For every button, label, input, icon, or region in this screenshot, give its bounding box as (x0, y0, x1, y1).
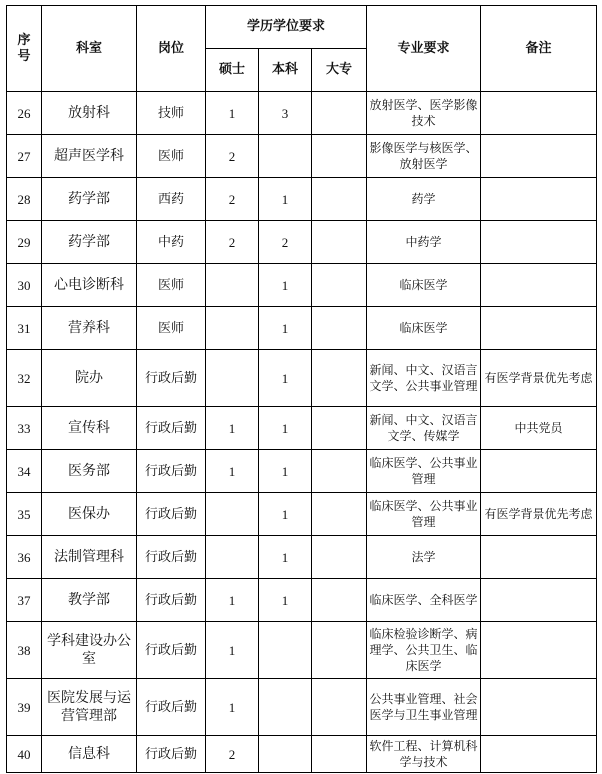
cell-no: 37 (7, 579, 42, 622)
cell-bachelor (259, 135, 312, 178)
cell-major: 放射医学、医学影像技术 (367, 92, 481, 135)
cell-no: 29 (7, 221, 42, 264)
cell-college (312, 679, 367, 736)
cell-note (481, 736, 597, 773)
cell-master: 2 (206, 135, 259, 178)
cell-no: 32 (7, 350, 42, 407)
cell-post: 行政后勤 (137, 536, 206, 579)
cell-major: 临床医学、公共事业管理 (367, 493, 481, 536)
cell-college (312, 264, 367, 307)
cell-major: 临床医学 (367, 264, 481, 307)
cell-dept: 医院发展与运营管理部 (42, 679, 137, 736)
cell-college (312, 350, 367, 407)
cell-no: 36 (7, 536, 42, 579)
cell-bachelor: 1 (259, 579, 312, 622)
cell-bachelor: 1 (259, 536, 312, 579)
cell-college (312, 307, 367, 350)
cell-note: 有医学背景优先考虑 (481, 350, 597, 407)
cell-bachelor (259, 679, 312, 736)
cell-no: 28 (7, 178, 42, 221)
table-row (7, 493, 597, 536)
cell-post: 行政后勤 (137, 679, 206, 736)
table-row (7, 135, 597, 178)
cell-note (481, 264, 597, 307)
cell-bachelor: 1 (259, 493, 312, 536)
cell-dept: 信息科 (42, 736, 137, 773)
table-row (7, 536, 597, 579)
table-row (7, 221, 597, 264)
table-row (7, 622, 597, 679)
cell-master (206, 307, 259, 350)
cell-post: 行政后勤 (137, 736, 206, 773)
table-row (7, 450, 597, 493)
cell-college (312, 450, 367, 493)
cell-bachelor: 1 (259, 350, 312, 407)
cell-note (481, 307, 597, 350)
cell-dept: 医务部 (42, 450, 137, 493)
cell-dept: 教学部 (42, 579, 137, 622)
cell-bachelor: 1 (259, 178, 312, 221)
cell-master: 1 (206, 679, 259, 736)
table-row (7, 264, 597, 307)
cell-no: 30 (7, 264, 42, 307)
cell-major: 临床医学、全科医学 (367, 579, 481, 622)
cell-post: 西药 (137, 178, 206, 221)
cell-dept: 放射科 (42, 92, 137, 135)
cell-bachelor: 1 (259, 450, 312, 493)
header-degree-group: 学历学位要求 (206, 6, 367, 49)
table-row (7, 679, 597, 736)
cell-bachelor (259, 736, 312, 773)
cell-major: 公共事业管理、社会医学与卫生事业管理 (367, 679, 481, 736)
cell-dept: 法制管理科 (42, 536, 137, 579)
cell-post: 行政后勤 (137, 407, 206, 450)
cell-master: 2 (206, 736, 259, 773)
header-dept: 科室 (42, 6, 137, 92)
cell-college (312, 407, 367, 450)
cell-note (481, 622, 597, 679)
cell-post: 行政后勤 (137, 450, 206, 493)
header-college: 大专 (312, 49, 367, 92)
header-post: 岗位 (137, 6, 206, 92)
cell-bachelor: 3 (259, 92, 312, 135)
cell-college (312, 135, 367, 178)
cell-bachelor: 1 (259, 307, 312, 350)
cell-no: 38 (7, 622, 42, 679)
cell-note (481, 135, 597, 178)
cell-no: 34 (7, 450, 42, 493)
cell-no: 31 (7, 307, 42, 350)
cell-dept: 心电诊断科 (42, 264, 137, 307)
cell-bachelor: 1 (259, 407, 312, 450)
cell-master: 1 (206, 407, 259, 450)
cell-dept: 宣传科 (42, 407, 137, 450)
cell-master (206, 264, 259, 307)
cell-no: 27 (7, 135, 42, 178)
cell-bachelor (259, 622, 312, 679)
cell-post: 行政后勤 (137, 579, 206, 622)
cell-note: 中共党员 (481, 407, 597, 450)
cell-major: 临床检验诊断学、病理学、公共卫生、临床医学 (367, 622, 481, 679)
cell-post: 行政后勤 (137, 622, 206, 679)
cell-no: 40 (7, 736, 42, 773)
cell-no: 35 (7, 493, 42, 536)
cell-post: 医师 (137, 135, 206, 178)
header-master: 硕士 (206, 49, 259, 92)
cell-note: 有医学背景优先考虑 (481, 493, 597, 536)
cell-no: 26 (7, 92, 42, 135)
table-row (7, 407, 597, 450)
cell-major: 新闻、中文、汉语言文学、公共事业管理 (367, 350, 481, 407)
cell-no: 33 (7, 407, 42, 450)
cell-master: 1 (206, 450, 259, 493)
cell-dept: 医保办 (42, 493, 137, 536)
cell-college (312, 221, 367, 264)
cell-college (312, 736, 367, 773)
cell-dept: 药学部 (42, 178, 137, 221)
cell-no: 39 (7, 679, 42, 736)
cell-major: 临床医学、公共事业管理 (367, 450, 481, 493)
header-major: 专业要求 (367, 6, 481, 92)
table-row (7, 92, 597, 135)
cell-master: 2 (206, 221, 259, 264)
cell-note (481, 679, 597, 736)
cell-note (481, 579, 597, 622)
cell-note (481, 536, 597, 579)
cell-master (206, 493, 259, 536)
cell-college (312, 579, 367, 622)
cell-college (312, 178, 367, 221)
cell-major: 药学 (367, 178, 481, 221)
cell-bachelor: 1 (259, 264, 312, 307)
cell-dept: 学科建设办公室 (42, 622, 137, 679)
cell-note (481, 178, 597, 221)
table-row (7, 178, 597, 221)
cell-note (481, 221, 597, 264)
cell-note (481, 92, 597, 135)
cell-dept: 营养科 (42, 307, 137, 350)
cell-college (312, 622, 367, 679)
cell-dept: 药学部 (42, 221, 137, 264)
cell-major: 新闻、中文、汉语言文学、传媒学 (367, 407, 481, 450)
cell-college (312, 536, 367, 579)
cell-college (312, 493, 367, 536)
header-seq: 序号 (7, 6, 42, 92)
cell-master: 1 (206, 622, 259, 679)
recruitment-table (6, 5, 597, 773)
cell-master (206, 536, 259, 579)
cell-post: 医师 (137, 264, 206, 307)
cell-post: 技师 (137, 92, 206, 135)
cell-bachelor: 2 (259, 221, 312, 264)
cell-college (312, 92, 367, 135)
cell-major: 临床医学 (367, 307, 481, 350)
cell-dept: 超声医学科 (42, 135, 137, 178)
table-row (7, 307, 597, 350)
table-row (7, 350, 597, 407)
cell-major: 法学 (367, 536, 481, 579)
cell-major: 软件工程、计算机科学与技术 (367, 736, 481, 773)
cell-major: 中药学 (367, 221, 481, 264)
header-note: 备注 (481, 6, 597, 92)
cell-post: 行政后勤 (137, 350, 206, 407)
table-row (7, 579, 597, 622)
cell-master: 2 (206, 178, 259, 221)
cell-post: 医师 (137, 307, 206, 350)
cell-master: 1 (206, 579, 259, 622)
cell-master: 1 (206, 92, 259, 135)
cell-dept: 院办 (42, 350, 137, 407)
cell-major: 影像医学与核医学、放射医学 (367, 135, 481, 178)
header-bachelor: 本科 (259, 49, 312, 92)
table-row (7, 736, 597, 773)
cell-post: 中药 (137, 221, 206, 264)
cell-note (481, 450, 597, 493)
cell-master (206, 350, 259, 407)
cell-post: 行政后勤 (137, 493, 206, 536)
